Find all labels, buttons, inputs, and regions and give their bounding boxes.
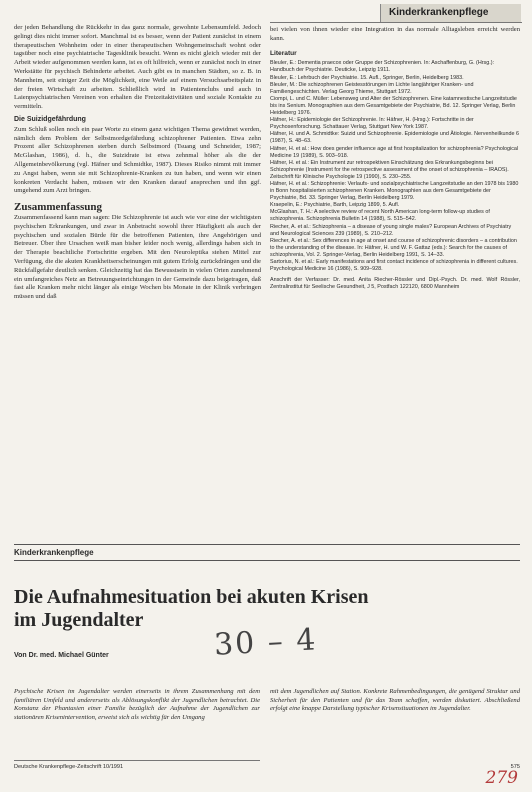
reference-item: Häfner, H. und A. Schmidtke: Suizid und Schizophrenie. Epidemiologie und Ätiologie. Nervenheilkunde 6 (1987), S. 48–63. — [270, 131, 520, 145]
body-paragraph: der jeden Behandlung die Rückkehr in das ganz normale, gewohnte Lebensumfeld. Jedoch gelingt dies nicht immer sofort. Manchmal ist es besser, wenn der Patient zunächst in einem therapeutischen Wohnheim oder in einer therapeutischen Wohngemeinschaft wohnt oder tagsüber noch eine psychiatrische Tagesklinik besucht. Wenn es nicht gleich wieder mit der Arbeit wieder aufgenommen werden kann, ist es oft hilfreich, wenn er zunächst noch in einer Werkstätte für psychisch Behinderte arbeitet. Auch gibt es in manchen Städten, so z. B. in Mannheim, seit einiger Zeit die Möglichkeit, eine Weile auf einem Versuchsarbeitsplatz in der freien Wirtschaft zu arbeiten. Schließlich wird in Patientenclubs und auch in Laienpsychiatrischen Vereinen von erhalten die Freizeitaktivitäten und soziale Kontakte zu vermitteln. — [14, 24, 261, 111]
reference-item: Ciompi, L. und C. Müller: Lebensweg und Alter der Schizophrenen. Eine katamnestische Langzeitstudie bis ins Senium. Monographien aus dem Gesamtgebiete der Psychiatrie, Bd. 12. Springer Verlag, Berlin Heidelberg 1976. — [270, 95, 517, 117]
reference-item: Häfner, H. et al.: Ein Instrument zur retrospektiven Einschätzung des Erkrankungsbeginns bei Schizophrenie (Instrument for the retrospective assessment of the onset of schizophrenia – IRAOS). Zeitschrift für Klinische Psychologie 19 (1990), S. 230–255. — [270, 159, 509, 180]
reference-item: Riecher, A. et al.: Sex differences in age at onset and course of schizophrenic disorders – a contribution to the understanding of the disease. In: Häfner, H. und W. F. Gattaz (eds.): Search for the causes of schizophrenia, Vol. 2. Springer-Verlag, Berlin Heidelberg 1991, S. 14–33. — [270, 237, 517, 258]
page-number: 575 — [510, 764, 520, 770]
heading-summary: Zusammenfassung — [14, 201, 103, 214]
reference-item: Bleuler, M.: Die schizophrenen Geistesstörungen im Lichte langjähriger Kranken- und Familiengeschichten. Verlag Georg Thieme, Stuttgart 1972. — [270, 81, 474, 95]
handwritten-note: 30 – 4 — [213, 622, 319, 663]
left-column — [14, 24, 261, 302]
reference-item: Bleuler, E.: Lehrbuch der Psychiatrie. 15. Aufl., Springer, Berlin, Heidelberg 1983. — [270, 74, 464, 81]
abstract-right: mit dem Jugendlichen auf Station. Konkrete Rahmenbedingungen, die genügend Struktur und Sicherheit für den Patienten und für das Team schaffen, werden diskutiert. Abschließend erfolgt eine knappe Darstellung typischer Krisensituationen im Jugendalter. — [270, 688, 520, 713]
reference-item: McGlashan, T. H.: A selective review of recent North American long-term follow-up studies of schizophrenia. Schizophrenia Bulletin 14 (1988), S. 515–542. — [270, 209, 490, 223]
reference-item: Häfner, H. et al.: How does gender influence age at first hospitalization for schizophrenia? Psychological Medicine 19 (1989), S. 903–918. — [270, 145, 519, 159]
right-column — [270, 26, 520, 291]
reference-item: Häfner, H. et al.: Schizophrenie: Verlaufs- und sozialpsychiatrische Langzeitstudie an den 1978 bis 1980 in Bonn hospitalisierten schizophrenen Kranken. Monographien aus dem Gesamtgebiete der Psychiatrie, Bd. 33. Springer Verlag, Berlin Heidelberg 1979. — [270, 180, 519, 202]
page-stamp: 279 — [485, 768, 518, 788]
section-header-label: Kinderkrankenpflege — [389, 7, 489, 18]
section-divider-top — [14, 544, 520, 545]
reference-item: Häfner, H.: Epidemiologie der Schizophrenie. In: Häfner, H. (Hrsg.): Fortschritte in der Psychosenforschung. Schattauer Verlag, Stuttgart New York 1987. — [270, 117, 474, 131]
reference-item: Riecher, A. et al.: Schizophrenia – a disease of young single males? European Archives of Psychiatry and Neurological Sciences 239 (1989), S. 210–212. — [270, 223, 512, 237]
article-title-line-2: im Jugendalter — [14, 609, 144, 631]
article-title — [14, 586, 434, 632]
section-label: Kinderkrankenpflege — [14, 548, 94, 557]
reference-item: Kraepelin, E.: Psychiatrie, Barth, Leipzig 1899, 5. Aufl. — [270, 202, 400, 209]
footer-rule — [14, 760, 260, 761]
footer-journal: Deutsche Krankenpflege-Zeitschrift 10/1991 — [14, 764, 124, 770]
header-rule — [270, 22, 522, 23]
literature-heading: Literatur — [270, 49, 297, 57]
reference-item: Sartorius, N. et al.: Early manifestations and first contact incidence of schizophrenia in different cultures. Psychological Medicine 16 (1986), S. 909–928. — [270, 259, 518, 273]
section-divider-bottom — [14, 560, 520, 561]
body-paragraph: Zusammenfassend kann man sagen: Die Schizophrenie ist auch wie vor eine der wichtigsten psychischen Erkrankungen, und zwar in Anbetracht sowohl ihrer Häufigkeit als auch der psychischen und sozialen Bürde für die betroffenen Patienten, ihre Angehörigen und Betreuer. Über ihre Ursachen weiß man bisher leider noch wenig, allerdings haben sich in der Therapie beachtliche Fortschritte ergeben. Mit den Neuroleptika stehen Mittel zur Verfügung, die die akuten Krankheitserscheinungen mit gutem Erfolg zurückdrängen und die Rückfallgefahr deutlich senken. Gleichzeitig hat das Bewusstsein in vielen Orten zunehmend ein umfangreiches Netz an Betreuungseinrichtungen in der Gemeinde dazu beigetragen, daß fast alle Kranken mehr nicht länger als einige Wochen bis Monate in der Klinik verbringen müssen und daß — [14, 213, 261, 301]
article-title-line-1: Die Aufnahmesituation bei akuten Krisen — [14, 586, 369, 608]
subheading-suicide: Die Suizidgefährdung — [14, 115, 86, 123]
section-header-tab — [380, 4, 521, 22]
article-author: Von Dr. med. Michael Günter — [14, 652, 109, 659]
abstract-left: Psychische Krisen im Jugendalter werden einerseits in ihrem Zusammenhang mit dem familiären Umfeld und andererseits als Ablösungskonflikt der Jugendlichen betrachtet. Die Konstanz der Phantasien einer Familie bezüglich der Aufnahme der Jugendlichen zur stationären Krisenintervention, erweist sich als wichtig für den Umgang — [14, 688, 260, 721]
reference-item: Bleuler, E.: Dementia praecox oder Gruppe der Schizophrenien. In: Aschaffenburg, G. (Hrsg.): Handbuch der Psychiatrie. Deuticke, Leipzig 1911. — [270, 60, 495, 74]
body-paragraph: bei vielen von ihnen wieder eine Integration in das normale Alltagsleben erreicht werden kann. — [270, 26, 520, 42]
author-address: Anschrift der Verfasser: Dr. med. Anita Riecher-Rössler und Dipl.-Psych. Dr. med. Wolf Rössler, Zentralinstitut für Seelische Gesundheit, J 5, Postfach 122120, 6800 Mannheim — [270, 277, 520, 291]
body-paragraph: Zum Schluß sollen noch ein paar Worte zu einem ganz wichtigen Thema gewidmet werden, nämlich dem Problem der Selbstmordgefährdung schizophrener Patienten. Etwa zehn Prozent aller Schizophrenen sterben durch Selbstmord (Tsuang und Schneider, 1987; McGlashan, 1986), d. h., die Suizidrate ist etwa zehnmal höher als die der Allgemeinbevölkerung (vgl. Häfner und Schmidtke, 1987). Dieses Risiko nimmt mit immer zu Angst haben, wenn sie mit Schizophrenie-Kranken zu tun haben, und wenn wir einen konkreten Verdacht haben, müssen wir den Kranken darauf ansprechen und ihn ggf. umgehend zum Arzt bringen. — [14, 125, 261, 195]
